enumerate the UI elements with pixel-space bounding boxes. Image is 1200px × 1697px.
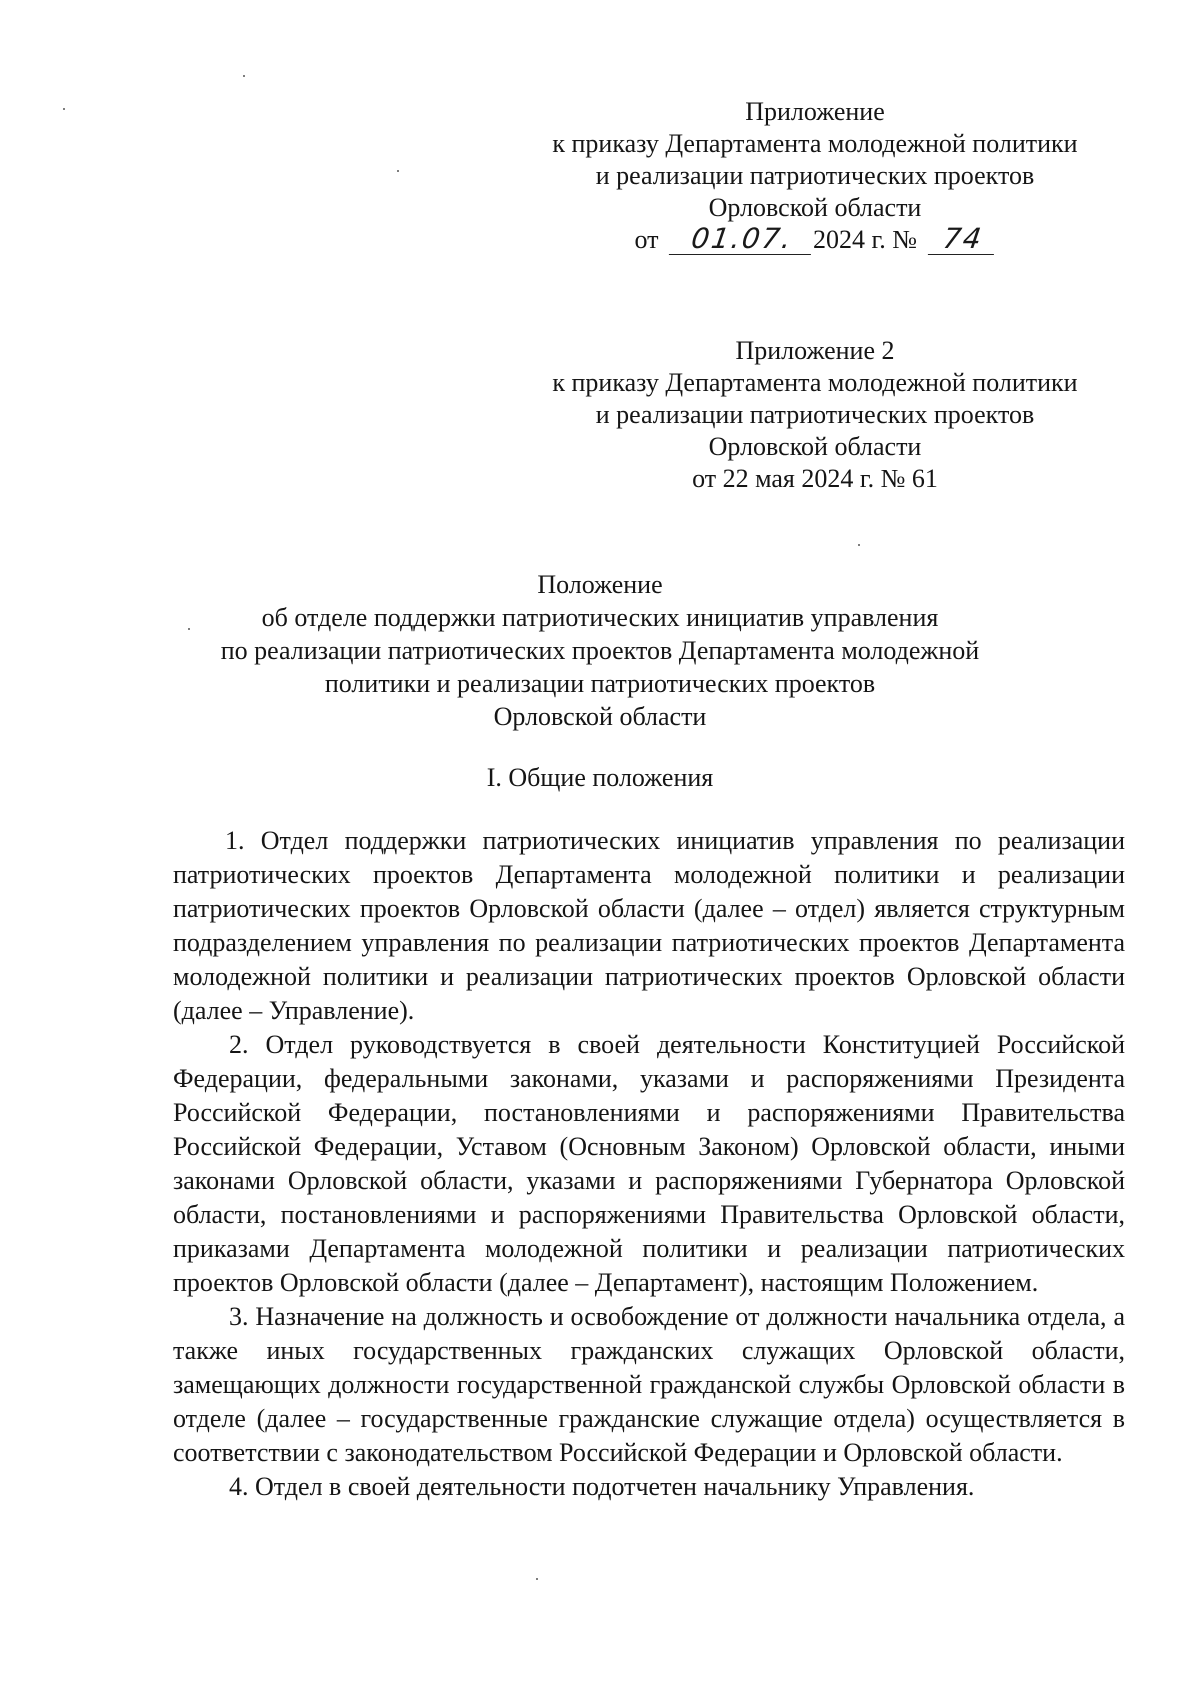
appendix-2-line-order: к приказу Департамента молодежной политики xyxy=(552,368,1078,397)
scan-speck xyxy=(397,170,399,172)
scan-speck xyxy=(858,544,860,546)
date-prefix: от xyxy=(634,225,659,254)
appendix-1-title: Приложение xyxy=(745,97,885,126)
document-title xyxy=(180,568,1020,733)
appendix-2-date: от 22 мая 2024 г. № 61 xyxy=(692,464,938,493)
handwritten-order-number: 74 xyxy=(927,224,997,255)
appendix-1-line-region: Орловской области xyxy=(708,193,922,222)
paragraph-4: 4. Отдел в своей деятельности подотчетен начальнику Управления. xyxy=(229,1472,975,1501)
section-heading xyxy=(180,762,1020,794)
year-number-label: 2024 г. № xyxy=(812,225,918,254)
appendix-2-title: Приложение 2 xyxy=(735,336,895,365)
appendix-1-date-line xyxy=(520,224,1110,256)
appendix-2-line-region: Орловской области xyxy=(708,432,922,461)
scan-speck xyxy=(243,75,245,77)
paragraph-1: 1. Отдел поддержки патриотических инициатив управления по реализации патриотических проектов Департамента молодежной политики и реализации патриотических проектов Орловской области (далее – отдел) является структурным подразделением управления по реализации патриотических проектов Департамента молодежной политики и реализации патриотических проектов Орловской области (далее – Управление). xyxy=(173,826,1125,1025)
title-line-4: политики и реализации патриотических проектов xyxy=(324,669,876,698)
appendix-1-line-projects: и реализации патриотических проектов xyxy=(595,161,1035,190)
scan-speck xyxy=(188,628,190,630)
title-line-2: об отделе поддержки патриотических инициатив управления xyxy=(261,603,939,632)
section-heading-text: I. Общие положения xyxy=(486,763,714,792)
appendix-2-header xyxy=(520,335,1110,495)
handwritten-date: 01.07. xyxy=(669,224,815,255)
paragraph-2: 2. Отдел руководствуется в своей деятельности Конституцией Российской Федерации, федеральными законами, указами и распоряжениями Президента Российской Федерации, постановлениями и распоряжениями Правительства Российской Федерации, Уставом (Основным Законом) Орловской области, иными законами Орловской области, указами и распоряжениями Губернатора Орловской области, постановлениями и распоряжениями Правительства Орловской области, приказами Департамента молодежной политики и реализации патриотических проектов Орловской области (далее – Департамент), настоящим Положением. xyxy=(173,1030,1125,1297)
document-body xyxy=(173,824,1125,1504)
paragraph-3: 3. Назначение на должность и освобождение от должности начальника отдела, а также иных государственных гражданских служащих Орловской области, замещающих должности государственной гражданской службы Орловской области в отделе (далее – государственные гражданские служащие отдела) осуществляется в соответствии с законодательством Российской Федерации и Орловской области. xyxy=(173,1302,1125,1467)
scan-speck xyxy=(536,1578,538,1580)
scan-speck xyxy=(63,108,65,110)
title-line-1: Положение xyxy=(537,570,663,599)
appendix-2-line-projects: и реализации патриотических проектов xyxy=(595,400,1035,429)
appendix-1-line-order: к приказу Департамента молодежной политики xyxy=(552,129,1078,158)
title-line-5: Орловской области xyxy=(493,702,707,731)
appendix-1-header xyxy=(520,96,1110,256)
title-line-3: по реализации патриотических проектов Департамента молодежной xyxy=(220,636,980,665)
